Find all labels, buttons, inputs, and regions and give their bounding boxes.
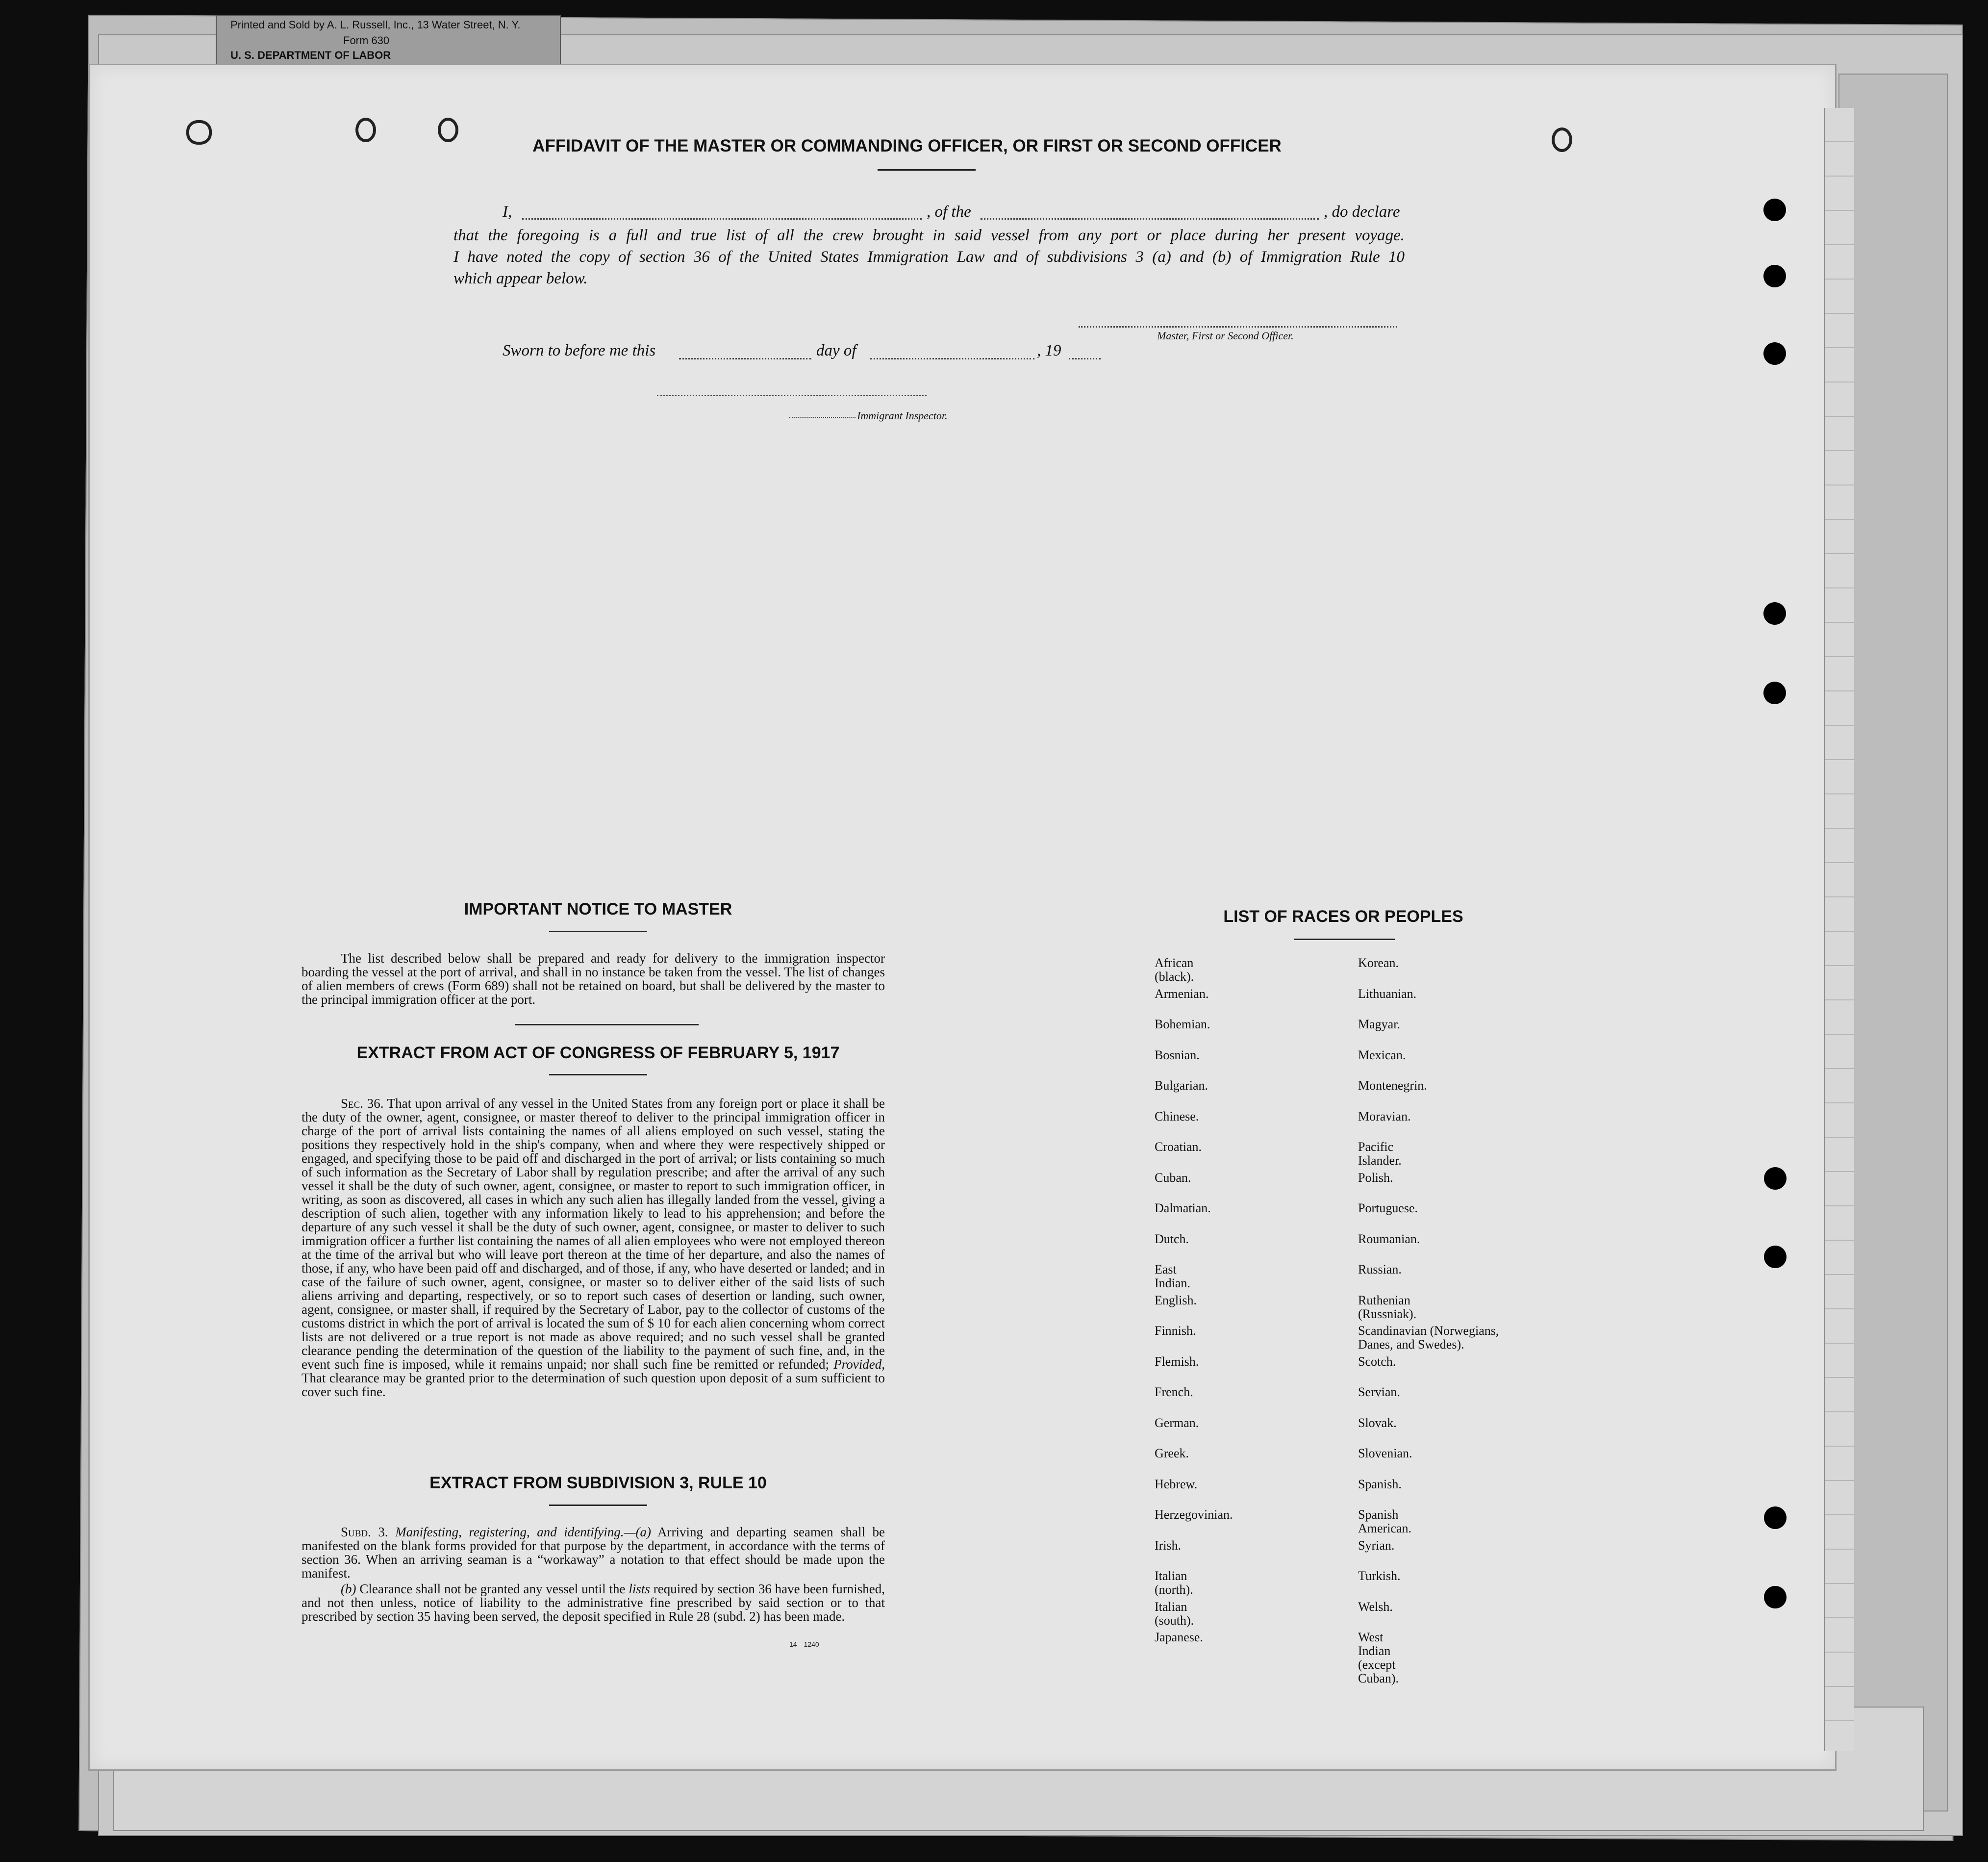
underlying-ledger-edge [1824, 108, 1854, 1751]
race-item: Armenian. [1155, 986, 1209, 1001]
race-item: Ruthenian (Russniak). [1358, 1293, 1417, 1321]
para-b-label: (b) [341, 1581, 356, 1596]
race-item: Magyar. [1358, 1017, 1400, 1031]
race-item: Russian. [1358, 1262, 1402, 1276]
race-item: Servian. [1358, 1385, 1400, 1399]
race-item: Roumanian. [1358, 1231, 1420, 1246]
subd-heading: Manifesting, registering, and identifying.—(a) [395, 1525, 651, 1539]
race-item: Pacific Islander. [1358, 1140, 1402, 1168]
race-item: Bulgarian. [1155, 1078, 1208, 1093]
sec-36-text-end: That clearance may be granted prior to the determination of such question upon deposit of a sum sufficient to cover such fine. [302, 1371, 885, 1399]
punch-hole-icon [1764, 1246, 1787, 1268]
inspector-signature-line[interactable] [657, 395, 927, 396]
rule-para-b [302, 1582, 885, 1623]
declaration-do-declare: , do declare [1324, 203, 1400, 221]
rule-para-a [302, 1525, 885, 1580]
race-item: Irish. [1155, 1538, 1182, 1553]
race-item: Flemish. [1155, 1354, 1199, 1369]
master-signature-line[interactable] [1079, 326, 1397, 328]
declaration-line-2: that the foregoing is a full and true list of all the crew brought in said vessel from any port or place during her present voyage. [453, 227, 1405, 244]
rule-para-b-text-2: required by section 36 have been furnished, and not then unless, notice of liability to the administrative fine prescribed by said section or to that prescribed by section 35 having been served, the deposit specified in Rule 28 (subd. 2) has been made. [302, 1581, 885, 1624]
race-item: Hebrew. [1155, 1477, 1198, 1491]
race-item: Spanish American. [1358, 1507, 1412, 1535]
inspector-caption-leader [789, 417, 856, 418]
act-extract-title: EXTRACT FROM ACT OF CONGRESS OF FEBRUARY 5, 1917 [356, 1044, 840, 1062]
rule-para-a-text: Arriving and departing seamen shall be manifested on the blank forms provided for that purpose by the department, in accordance with the terms of section 36. When an arriving seaman is a “workaway” a notation to that effect should be made upon the manifest. [302, 1525, 885, 1581]
race-item: Italian (south). [1155, 1599, 1194, 1628]
punch-hole-icon [1764, 1506, 1787, 1529]
race-item: Dalmatian. [1155, 1201, 1211, 1215]
notice-title: IMPORTANT NOTICE TO MASTER [464, 900, 732, 918]
section-divider [515, 1024, 699, 1025]
race-item: Herzegovinian. [1155, 1507, 1233, 1522]
race-item: Polish. [1358, 1170, 1393, 1185]
race-item: Cuban. [1155, 1170, 1191, 1185]
race-item: Japanese. [1155, 1630, 1203, 1644]
races-title: LIST OF RACES OR PEOPLES [1223, 907, 1463, 926]
punch-hole-icon [1763, 265, 1786, 287]
race-item: Scandinavian (Norwegians, Danes, and Swedes). [1358, 1324, 1499, 1352]
act-extract-rule [549, 1074, 647, 1075]
sworn-text: Sworn to before me this [503, 342, 656, 359]
race-item: Welsh. [1358, 1599, 1393, 1614]
form-print-number: 14—1240 [789, 1640, 819, 1648]
name-blank[interactable] [522, 218, 922, 220]
race-item: Greek. [1155, 1446, 1189, 1460]
race-item: East Indian. [1155, 1262, 1190, 1290]
race-item: Syrian. [1358, 1538, 1395, 1553]
race-item: Dutch. [1155, 1231, 1189, 1246]
race-item: Moravian. [1358, 1109, 1411, 1123]
race-item: Slovak. [1358, 1415, 1397, 1430]
rule-para-b-text-1: Clearance shall not be granted any vessel until the [359, 1581, 626, 1596]
punch-hole-icon [1763, 342, 1786, 365]
sec-36-text: That upon arrival of any vessel in the United States from any foreign port or place it shall be the duty of the owner, agent, consignee, or master thereof to deliver to the principal immigration officer in charge of the port of arrival lists containing the names of all aliens employed on such vessel, stating the positions they respectively hold in the ship's company, when and where they were respectively shipped or engaged, and specifying those to be paid off and discharged in the port of arrival; or lists containing so much of such information as the Secretary of Labor shall by regulation prescribe; and after the arrival of any such vessel it shall be the duty of such owner, agent, consignee, or master to report to such immigration officer, in writing, as soon as discovered, all cases in which any such alien has illegally landed from the vessel, giving a description of such alien, together with any information likely to lead to his apprehension; and before the departure of any such vessel it shall be the duty of such owner, agent, consignee, or master to deliver to such immigration officer a further list containing the names of all alien employees who were not employed thereon at the time of the arrival but who will leave port thereon at the time of her departure, and also the names of those, if any, who have been paid off and discharged, and of those, if any, who have deserted or landed; and in case of the failure of such owner, agent, consignee, or master so to deliver either of the said lists of such aliens arriving and departing, respectively, or so to report such cases of desertion or landing, such owner, agent, consignee, or master shall, if required by the Secretary of Labor, pay to the collector of customs of the customs district in which the port of arrival is located the sum of $ 10 for each alien concerning whom correct lists are not delivered or a true report is not made as above required; and no such vessel shall be granted clearance pending the determination of the question of the liability to the payment of such fine, and, in the event such fine is imposed, while it remains unpaid; nor shall such fine be remitted or refunded; [302, 1096, 885, 1372]
declaration-of-the: , of the [927, 203, 971, 221]
punch-hole-icon [1763, 199, 1786, 221]
race-item: French. [1155, 1385, 1193, 1399]
inspector-caption: Immigrant Inspector. [857, 409, 948, 422]
sworn-month-blank[interactable] [870, 358, 1034, 359]
subd-label: Subd. 3. [341, 1525, 388, 1539]
race-item: Turkish. [1358, 1569, 1401, 1583]
notice-body: The list described below shall be prepared and ready for delivery to the immigration inspector boarding the vessel at the port of arrival, and shall in no instance be taken from the vessel. The list of changes of alien members of crews (Form 689) shall not be retained on board, but shall be delivered by the master to the principal immigration officer at the port. [302, 951, 885, 1007]
declaration-i: I, [503, 203, 512, 221]
race-item: Mexican. [1358, 1047, 1406, 1062]
punch-hole-icon [1763, 682, 1786, 704]
title-rule [878, 169, 976, 171]
race-item: Spanish. [1358, 1477, 1402, 1491]
race-item: Italian (north). [1155, 1569, 1193, 1597]
race-item: German. [1155, 1415, 1199, 1430]
master-caption: Master, First or Second Officer. [1157, 330, 1294, 342]
paper-stack-right-edge [1838, 74, 1948, 1811]
punch-hole-icon [1764, 1167, 1787, 1190]
year-text: , 19 [1037, 342, 1061, 359]
race-item: West Indian (except Cuban). [1358, 1630, 1399, 1685]
race-item: Chinese. [1155, 1109, 1199, 1123]
provided-word: Provided, [833, 1357, 885, 1372]
race-item: Korean. [1358, 956, 1399, 970]
form-number-tag: Form 630 [343, 34, 390, 47]
department-tag: U. S. DEPARTMENT OF LABOR [230, 49, 391, 61]
lists-word: lists [629, 1581, 650, 1596]
race-item: Bohemian. [1155, 1017, 1210, 1031]
race-item: Montenegrin. [1358, 1078, 1427, 1093]
sworn-day-blank[interactable] [679, 358, 811, 359]
notice-rule [549, 931, 647, 932]
rule-extract-title: EXTRACT FROM SUBDIVISION 3, RULE 10 [429, 1474, 767, 1492]
punch-hole-icon [1764, 1586, 1787, 1608]
race-item: Finnish. [1155, 1324, 1196, 1338]
races-rule [1294, 939, 1395, 940]
printer-imprint: Printed and Sold by A. L. Russell, Inc., 13 Water Street, N. Y. [230, 19, 521, 31]
punch-hole-icon [1763, 602, 1786, 625]
race-item: Scotch. [1358, 1354, 1396, 1369]
race-item: Croatian. [1155, 1140, 1202, 1154]
race-item: Portuguese. [1358, 1201, 1418, 1215]
declaration-line-4: which appear below. [453, 270, 588, 287]
race-item: English. [1155, 1293, 1197, 1307]
sworn-year-blank[interactable] [1069, 358, 1101, 359]
vessel-blank[interactable] [981, 218, 1319, 220]
day-of-text: day of [816, 342, 856, 359]
act-extract-body [302, 1097, 885, 1399]
race-item: Bosnian. [1155, 1047, 1200, 1062]
sec-36-label: Sec. 36. [341, 1096, 384, 1111]
rule-extract-rule [549, 1505, 647, 1506]
race-item: Lithuanian. [1358, 986, 1417, 1001]
declaration-line-3: I have noted the copy of section 36 of the United States Immigration Law and of subdivisions 3 (a) and (b) of Immigration Rule 10 [453, 248, 1405, 266]
affidavit-title: AFFIDAVIT OF THE MASTER OR COMMANDING OFFICER, OR FIRST OR SECOND OFFICER [532, 136, 1282, 155]
race-item: African (black). [1155, 956, 1194, 984]
race-item: Slovenian. [1358, 1446, 1412, 1460]
